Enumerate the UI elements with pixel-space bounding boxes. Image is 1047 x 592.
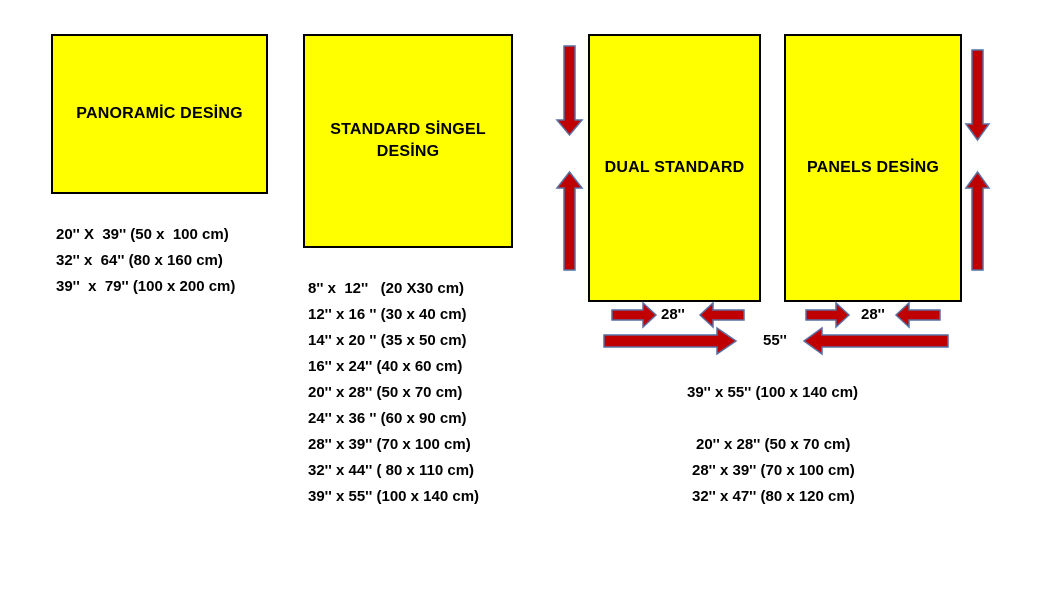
- size-item: 24'' x 36 '' (60 x 90 cm): [308, 410, 467, 427]
- size-item: 14'' x 20 '' (35 x 50 cm): [308, 332, 467, 349]
- width-arrow-left-pointing: [896, 303, 940, 327]
- standard-single-title-line1: STANDARD SİNGEL: [330, 121, 486, 138]
- total-width-arrow-right-pointing: [604, 328, 736, 354]
- dual-panel-size-list: [692, 432, 855, 510]
- dual-right-title: PANELS DESİNG: [806, 159, 940, 176]
- left-panel-width-label: 28'': [661, 306, 685, 323]
- size-item: 39'' x 55'' (100 x 140 cm): [308, 488, 480, 505]
- dual-total-size: 39'' x 55'' (100 x 140 cm): [687, 384, 859, 401]
- size-item: 28'' x 39'' (70 x 100 cm): [308, 436, 471, 453]
- size-item: 32'' x 64'' (80 x 160 cm): [56, 252, 223, 269]
- width-arrow-left-pointing: [700, 303, 744, 327]
- standard-single-title-line2: DESİNG: [376, 143, 440, 160]
- height-down-arrow-left: [557, 46, 582, 135]
- size-item: 8'' x 12'' (20 X30 cm): [308, 280, 465, 297]
- size-item: 32'' x 47'' (80 x 120 cm): [692, 488, 855, 505]
- height-up-arrow-right: [966, 172, 989, 270]
- size-item: 32'' x 44'' ( 80 x 110 cm): [308, 462, 475, 479]
- width-arrow-right-pointing: [612, 303, 656, 327]
- size-item: 20'' X 39'' (50 x 100 cm): [56, 226, 229, 243]
- size-item: 12'' x 16 '' (30 x 40 cm): [308, 306, 467, 323]
- height-up-arrow-left: [557, 172, 582, 270]
- width-arrow-right-pointing: [806, 303, 849, 327]
- size-item: 20'' x 28'' (50 x 70 cm): [696, 436, 851, 453]
- dual-left-title: DUAL STANDARD: [604, 159, 745, 176]
- height-down-arrow-right: [966, 50, 989, 140]
- right-panel-width-label: 28'': [861, 306, 885, 323]
- total-width-arrow-left-pointing: [804, 328, 948, 354]
- total-width-label: 55'': [763, 332, 787, 349]
- size-item: 20'' x 28'' (50 x 70 cm): [308, 384, 463, 401]
- size-item: 28'' x 39'' (70 x 100 cm): [692, 462, 855, 479]
- size-item: 16'' x 24'' (40 x 60 cm): [308, 358, 463, 375]
- size-item: 39'' x 79'' (100 x 200 cm): [56, 278, 236, 295]
- panoramic-design-title: PANORAMİC DESİNG: [76, 105, 243, 122]
